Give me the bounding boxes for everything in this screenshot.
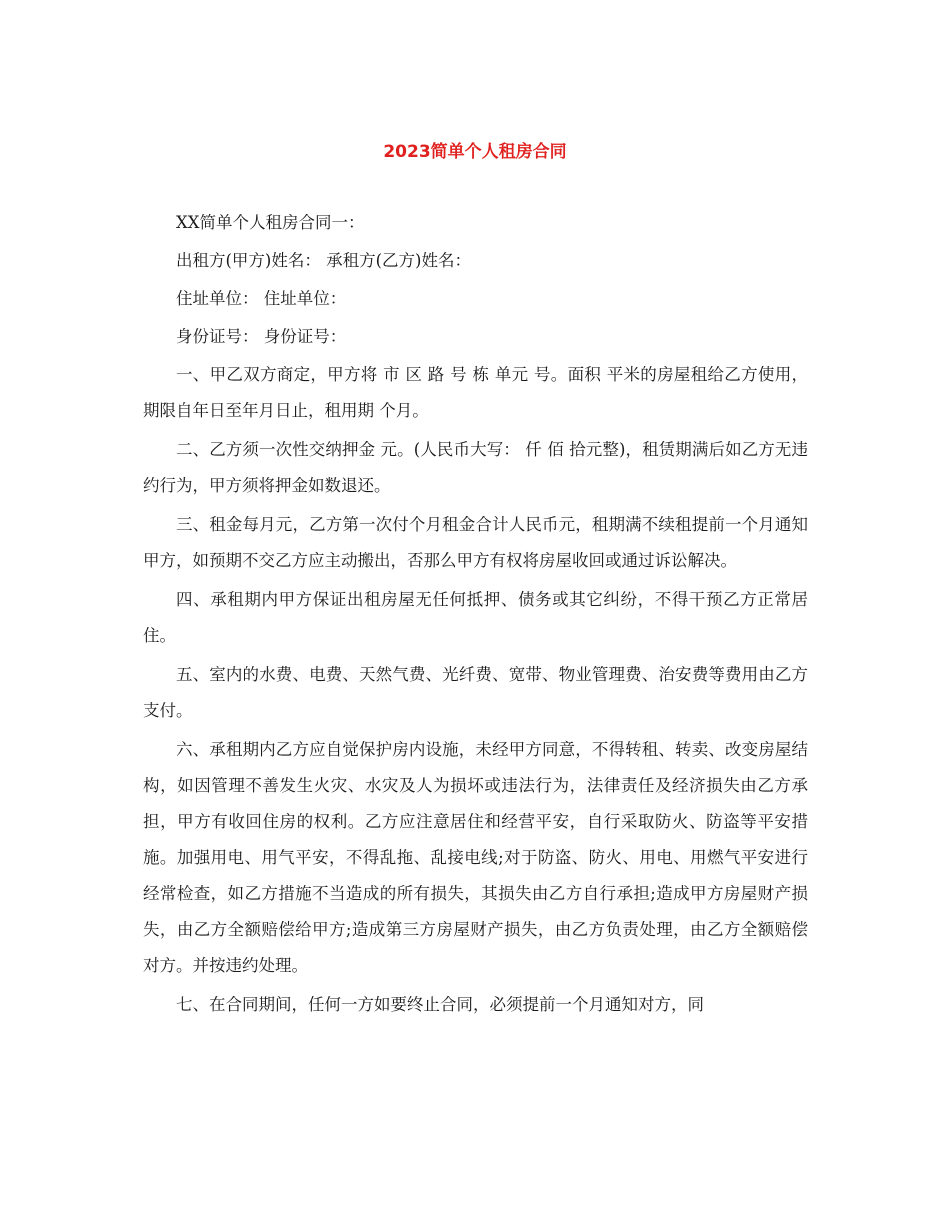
clause-3: 三、租金每月元，乙方第一次付个月租金合计人民币元，租期满不续租提前一个月通知甲方，如预期不交乙方应主动搬出，否那么甲方有权将房屋收回或通过诉讼解决。 (143, 515, 808, 570)
paragraph-id-numbers: 身份证号： 身份证号： (176, 327, 347, 346)
clause-7: 七、在合同期间，任何一方如要终止合同，必须提前一个月通知对方，同 (176, 995, 704, 1014)
paragraph-party-names: 出租方(甲方)姓名： 承租方(乙方)姓名： (176, 251, 471, 270)
clause-1: 一、甲乙双方商定，甲方将 市 区 路 号 栋 单元 号。面积 平米的房屋租给乙方使用，期限自年日至年月日止，租用期 个月。 (143, 365, 808, 420)
clause-5: 五、室内的水费、电费、天然气费、光纤费、宽带、物业管理费、治安费等费用由乙方支付。 (143, 665, 808, 720)
paragraph-addresses: 住址单位： 住址单位： (176, 289, 347, 308)
clause-6: 六、承租期内乙方应自觉保护房内设施，未经甲方同意，不得转租、转卖、改变房屋结构，如因管理不善发生火灾、水灾及人为损坏或违法行为，法律责任及经济损失由乙方承担，甲方有收回住房的权利。乙方应注意居住和经营平安，自行采取防火、防盗等平安措施。加强用电、用气平安，不得乱拖、乱接电线;对于防盗、防火、用电、用燃气平安进行经常检查，如乙方措施不当造成的所有损失，其损失由乙方自行承担;造成甲方房屋财产损失，由乙方全额赔偿给甲方;造成第三方房屋财产损失，由乙方负责处理，由乙方全额赔偿对方。并按违约处理。 (143, 740, 808, 975)
document-body (143, 205, 808, 1026)
paragraph-heading: XX简单个人租房合同一： (176, 213, 365, 232)
clause-4: 四、承租期内甲方保证出租房屋无任何抵押、债务或其它纠纷，不得干预乙方正常居住。 (143, 590, 808, 645)
document-title: 2023简单个人租房合同 (383, 142, 567, 162)
clause-2: 二、乙方须一次性交纳押金 元。(人民币大写： 仟 佰 拾元整)，租赁期满后如乙方无违约行为，甲方须将押金如数退还。 (143, 440, 808, 495)
